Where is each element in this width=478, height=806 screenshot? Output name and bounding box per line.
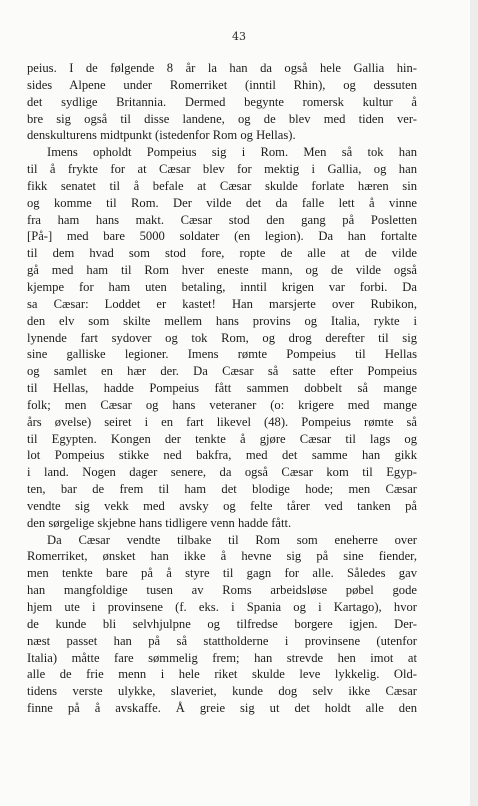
text-line-38: tidens verste ulykke, slaveriet, kunde dog selv ikke Cæsar <box>27 684 417 699</box>
text-line-36: Italia) måtte fare sømmelig frem; han strevde hen imot at <box>27 650 417 665</box>
text-line-18: sine galliske legioner. Imens rømte Pompeius til Hellas <box>27 347 417 362</box>
text-line-24: lot Pompeius stikke ned bakfra, med det samme han gikk <box>27 448 417 463</box>
text-line-16: den elv som skilte mellem hans provins og Italia, rykte i <box>27 313 417 328</box>
text-line-26: ten, bar de frem til ham det blodige hode; men Cæsar <box>27 482 417 497</box>
text-line-8: fikk senatet til å befale at Cæsar skulde forlate hæren sin <box>27 178 417 193</box>
text-line-6: Imens opholdt Pompeius sig i Rom. Men så tok han <box>47 145 417 160</box>
text-line-20: til Hellas, hadde Pompeius fått sammen dobbelt så mange <box>27 381 417 396</box>
text-line-19: og samlet en hær der. Da Cæsar så satte efter Pompeius <box>27 364 417 379</box>
text-line-9: og komme til Rom. Der vilde det da falle lett å vinne <box>27 195 417 210</box>
text-line-4: bre sig også til disse landene, og de blev med tiden ver- <box>27 111 417 126</box>
text-line-11: [På-] med bare 5000 soldater (en legion). Da han fortalte <box>27 229 417 244</box>
text-line-23: til Egypten. Kongen der tenkte å gjøre Cæsar til lags og <box>27 431 417 446</box>
text-line-32: han mangfoldige tusen av Roms arbeidsløse pøbel gode <box>27 583 417 598</box>
text-line-27: vendte sig vekk med avsky og felte tårer ved tanken på <box>27 498 417 513</box>
text-line-2: sides Alpene under Romerriket (inntil Rhin), og dessuten <box>27 77 417 92</box>
text-line-10: fra ham hans makt. Cæsar stod den gang på Posletten <box>27 212 417 227</box>
text-line-33: hjem ute i provinsene (f. eks. i Spania og i Kartago), hvor <box>27 600 417 614</box>
page-edge-shadow <box>470 0 478 806</box>
text-line-34: de kunde bli selvhjulpne og tilfredse borgere igjen. Der- <box>27 616 417 631</box>
text-line-12: til dem hvad som stod fore, ropte de alle at de vilde <box>27 246 417 261</box>
text-line-17: lynende fart sydover og tok Rom, og drog derefter til sig <box>27 330 417 345</box>
text-line-29: Da Cæsar vendte tilbake til Rom som eneherre over <box>47 532 417 547</box>
text-line-21: folk; men Cæsar og hans veteraner (o: krigere med mange <box>27 397 417 412</box>
text-line-28: den sørgelige skjebne hans tidligere venn hadde fått. <box>27 515 292 530</box>
text-line-14: kjempe for ham uten betaling, inntil krigen var forbi. Da <box>27 279 417 294</box>
text-line-31: men tenkte bare på å styre til gagn for alle. Således gav <box>27 566 417 581</box>
page-number: 43 <box>232 30 246 43</box>
text-line-35: næst passet han på så stattholderne i provinsene (utenfor <box>27 633 417 648</box>
text-line-37: alle de frie menn i hele riket skulde leve lykkelig. Old- <box>27 667 417 682</box>
text-line-15: sa Cæsar: Loddet er kastet! Han marsjerte over Rubikon, <box>27 296 417 311</box>
text-line-22: års øvelse) seiret i en fart likevel (48). Pompeius rømte så <box>27 414 417 429</box>
text-line-3: det sydlige Britannia. Dermed begynte romersk kultur å <box>27 94 417 109</box>
text-line-5: denskulturens midtpunkt (istedenfor Rom og Hellas). <box>27 128 296 143</box>
page-body-text <box>27 60 417 717</box>
text-line-30: Romerriket, ønsket han ikke å hevne sig på sine fiender, <box>27 549 417 564</box>
text-line-39: finne på å avskaffe. Å greie sig ut det holdt alle den <box>27 701 417 716</box>
text-line-7: til å frykte for at Cæsar blev for mektig i Gallia, og han <box>27 162 417 177</box>
text-line-25: i land. Nogen dager senere, da også Cæsar kom til Egyp- <box>27 465 417 480</box>
text-line-13: gå med ham til Rom hver eneste mann, og de vilde også <box>27 263 417 278</box>
text-line-1: peius. I de følgende 8 år la han da også hele Gallia hin- <box>27 61 417 75</box>
